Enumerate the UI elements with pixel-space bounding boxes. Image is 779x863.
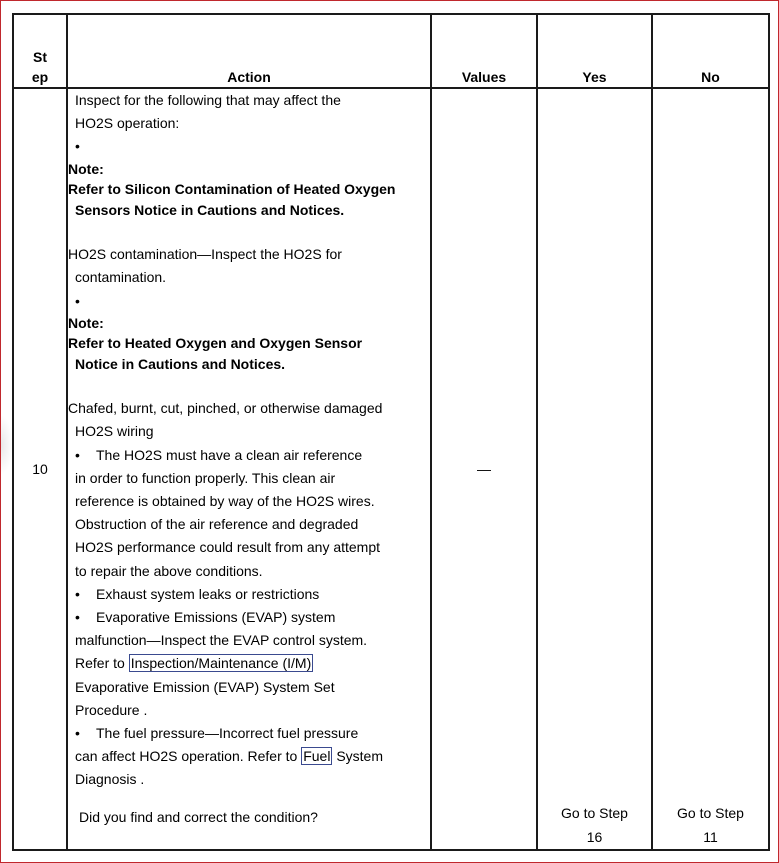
bullet: • bbox=[75, 609, 80, 626]
sub-item-text: HO2S performance could result from any attempt bbox=[75, 539, 381, 556]
bullet: • bbox=[75, 138, 80, 155]
header-step-line1: St bbox=[33, 49, 47, 65]
header-values: Values bbox=[431, 14, 537, 88]
header-yes: Yes bbox=[537, 14, 652, 88]
values-cell: — bbox=[431, 88, 537, 850]
note-text: Notice in Cautions and Notices. bbox=[75, 355, 286, 372]
no-cell bbox=[652, 88, 769, 850]
header-step-line2: ep bbox=[31, 69, 49, 85]
no-goto-label: Go to Step bbox=[677, 805, 744, 821]
sub-item-text: Refer to Inspection/Maintenance (I/M) bbox=[75, 655, 312, 672]
sub-item-text: Procedure . bbox=[75, 701, 148, 718]
note-label: Note: bbox=[68, 160, 104, 177]
sub-item-text: Diagnosis . bbox=[75, 771, 145, 788]
sub-item-text: can affect HO2S operation. Refer to Fuel System bbox=[75, 748, 384, 765]
header-no: No bbox=[652, 14, 769, 88]
note-text: Refer to Heated Oxygen and Oxygen Sensor bbox=[68, 335, 363, 352]
sub-item-text: to repair the above conditions. bbox=[75, 562, 263, 579]
yes-goto-step[interactable]: 16 bbox=[586, 828, 603, 845]
bullet: • bbox=[75, 292, 80, 309]
step-number: 10 bbox=[13, 88, 67, 850]
action-cell bbox=[67, 88, 431, 850]
sub-item: • The HO2S must have a clean air reference bbox=[68, 444, 430, 467]
item-text: Chafed, burnt, cut, pinched, or otherwise damaged bbox=[68, 400, 383, 417]
intro-line: HO2S operation: bbox=[75, 115, 180, 132]
sub-item-text: in order to function properly. This clean air bbox=[75, 469, 336, 486]
header-row bbox=[13, 14, 769, 88]
sub-item-text: reference is obtained by way of the HO2S wires. bbox=[75, 493, 375, 510]
bullet: • bbox=[75, 585, 80, 602]
sub-item-text: malfunction—Inspect the EVAP control system. bbox=[75, 632, 368, 649]
note-text: Sensors Notice in Cautions and Notices. bbox=[75, 201, 345, 218]
item-text: contamination. bbox=[75, 269, 167, 286]
fuel-system-link[interactable]: Fuel bbox=[303, 748, 331, 765]
no-goto-step[interactable]: 11 bbox=[703, 828, 718, 845]
intro-line: Inspect for the following that may affect the bbox=[75, 92, 341, 108]
header-action: Action bbox=[67, 14, 431, 88]
item-text: HO2S wiring bbox=[75, 423, 154, 440]
bullet: • bbox=[75, 446, 80, 463]
sub-item: • Evaporative Emissions (EVAP) system bbox=[68, 606, 430, 629]
header-step bbox=[13, 14, 67, 88]
sub-item-text: Evaporative Emission (EVAP) System Set bbox=[75, 678, 335, 695]
table-row bbox=[13, 88, 769, 850]
note-label: Note: bbox=[68, 314, 104, 331]
question-text: Did you find and correct the condition? bbox=[79, 808, 318, 825]
note-text: Refer to Silicon Contamination of Heated Oxygen bbox=[68, 181, 396, 198]
im-evap-procedure-link[interactable]: Inspection/Maintenance (I/M) bbox=[130, 655, 312, 672]
yes-cell bbox=[537, 88, 652, 850]
item-text: HO2S contamination—Inspect the HO2S for bbox=[68, 246, 342, 263]
sub-item: • Exhaust system leaks or restrictions bbox=[68, 583, 430, 606]
bullet: • bbox=[75, 725, 80, 742]
sub-item: • The fuel pressure—Incorrect fuel pressure bbox=[68, 722, 430, 745]
yes-goto-label: Go to Step bbox=[561, 805, 628, 821]
diagnostic-table bbox=[12, 13, 770, 851]
sub-item-text: Obstruction of the air reference and degraded bbox=[75, 516, 359, 533]
